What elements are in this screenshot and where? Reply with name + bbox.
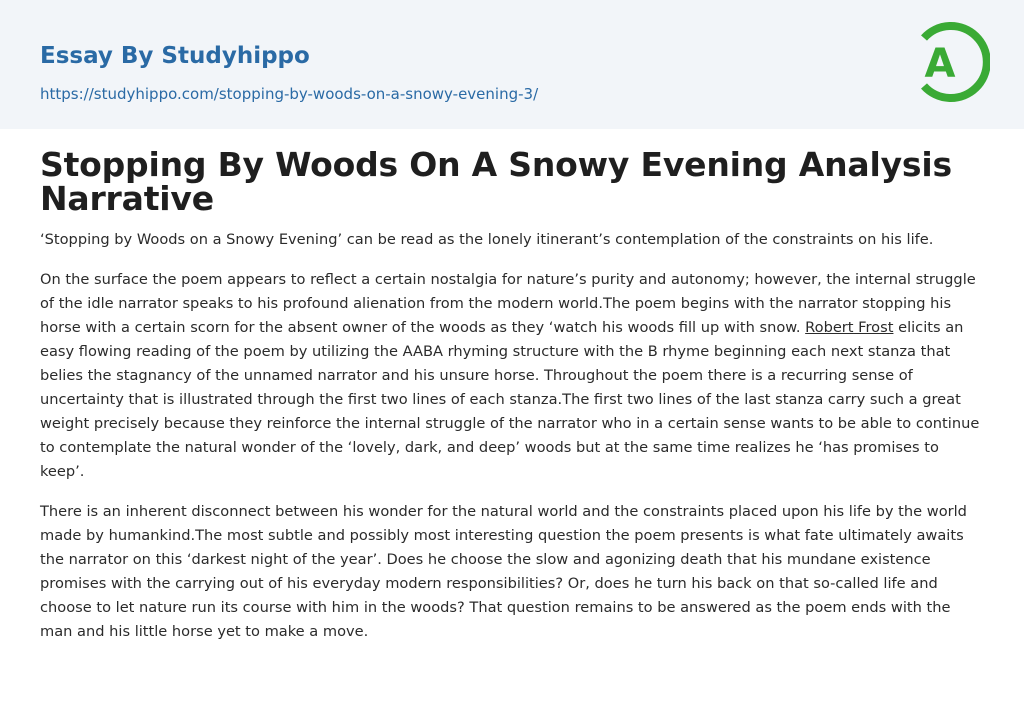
paragraph-2: [40, 268, 984, 484]
paragraph-3: There is an inherent disconnect between his wonder for the natural world and the constraints placed upon his life by the world made by humankind.The most subtle and possibly most interesting question the poem presents is what fate ultimately awaits the narrator on this ‘darkest night of the year’. Does he choose the slow and agonizing death that his mundane existence promises with the carrying out of his everyday modern responsibilities? Or, does he turn his back on that so-called life and choose to let nature run its course with him in the woods? That question remains to be answered as the poem ends with the man and his little horse yet to make a move.: [40, 503, 967, 640]
studyhippo-logo-icon[interactable]: [906, 18, 990, 106]
paragraph-2-text-after: elicits an easy flowing reading of the poem by utilizing the AABA rhyming structure with the B rhyme beginning each next stanza that belies the stagnancy of the unnamed narrator and his unsure horse. Throughout the poem there is a recurring sense of uncertainty that is illustrated through the first two lines of each stanza.The first two lines of the last stanza carry such a great weight precisely because they reinforce the internal struggle of the narrator who in a certain sense wants to be able to continue to contemplate the natural wonder of the ‘lovely, dark, and deep’ woods but at the same time realizes he ‘has promises to keep’.: [40, 319, 980, 480]
paragraph-1: ‘Stopping by Woods on a Snowy Evening’ can be read as the lonely itinerant’s contemplation of the constraints on his life.: [40, 231, 934, 248]
robert-frost-link[interactable]: Robert Frost: [805, 319, 894, 336]
logo-letter: A: [924, 41, 956, 87]
site-header: [0, 0, 1024, 129]
source-url-link[interactable]: https://studyhippo.com/stopping-by-woods-on-a-snowy-evening-3/: [40, 85, 539, 103]
essay-title: Stopping By Woods On A Snowy Evening Analysis Narrative: [40, 145, 952, 218]
paragraph-2-text-before: On the surface the poem appears to reflect a certain nostalgia for nature’s purity and autonomy; however, the internal struggle of the idle narrator speaks to his profound alienation from the modern world.The poem begins with the narrator stopping his horse with a certain scorn for the absent owner of the woods as they ‘watch his woods fill up with snow.: [40, 271, 976, 336]
brand-title[interactable]: Essay By Studyhippo: [40, 43, 310, 69]
article-body: [40, 145, 984, 644]
